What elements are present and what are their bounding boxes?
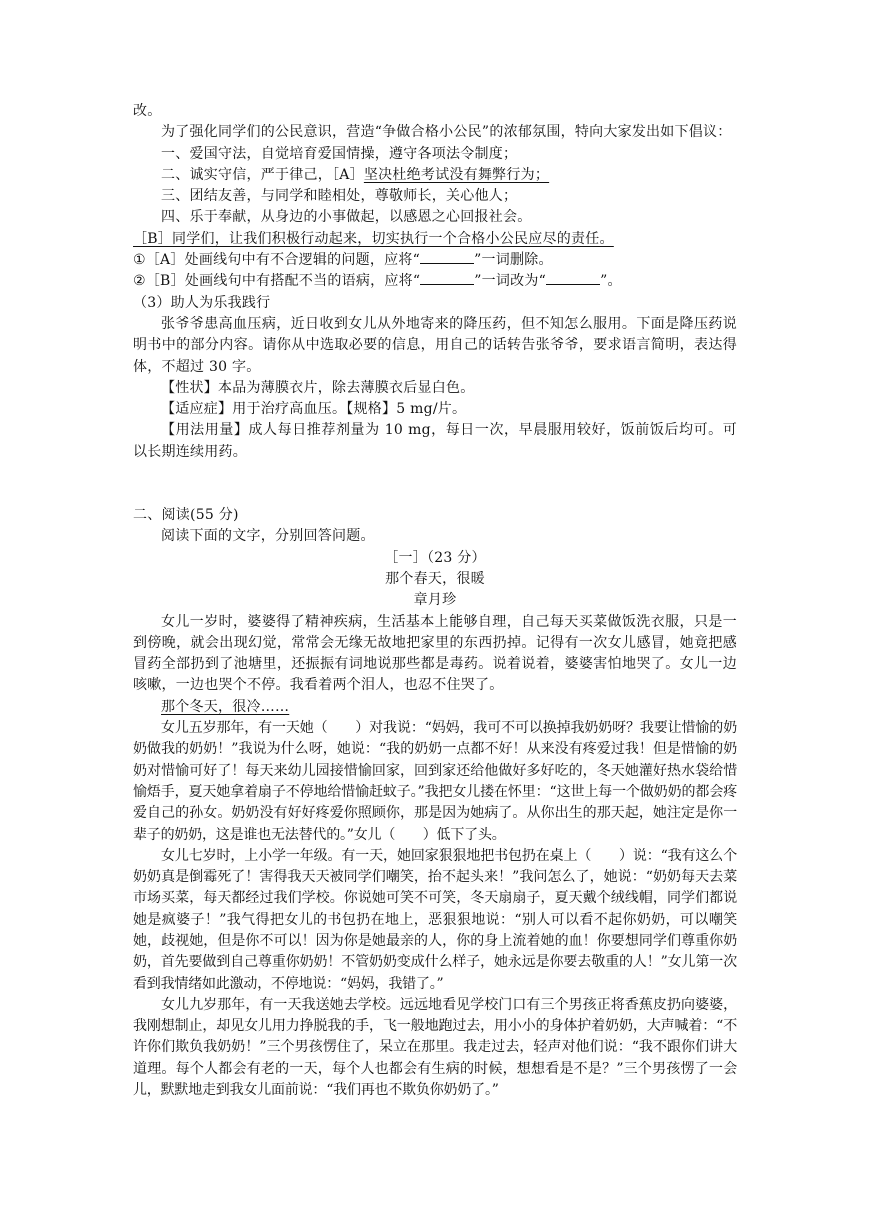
section-heading-3: （3）助人为乐我践行 (133, 294, 271, 311)
document-body (133, 101, 737, 1101)
proposal-item-2-text: 二、诚实守信，严于律己，［A］ (161, 166, 364, 183)
underlined-sentence-c: 那个冬天，很冷…… (161, 698, 290, 715)
question-2-text: ②［B］处画线句中有搭配不当的语病，应将“ (133, 273, 421, 290)
proposal-item-1: 一、爱国守法，自觉培育爱国情操，遵守各项法令制度； (161, 145, 518, 162)
proposal-intro: 为了强化同学们的公民意识，营造“争做合格小公民”的浓郁氛围，特向大家发出如下倡议： (161, 124, 732, 141)
underlined-sentence-a: 坚决杜绝考试没有舞弊行为； (363, 166, 550, 183)
answer-blank[interactable] (420, 251, 474, 264)
article-paragraph: 女儿一岁时，婆婆得了精神疾病，生活基本上能够自理，自己每天买菜做饭洗衣服，只是一到傍晚，就会出现幻觉，常常会无缘无故地把家里的东西扔掉。记得有一次女儿感冒，她竟把感冒药全部扔到了池塘里，还振振有词地说那些都是毒药。说着说着，婆婆害怕地哭了。女儿一边咳嗽，一边也哭个不停。我看着两个泪人，也忍不住哭了。 (133, 613, 737, 694)
reading-part-label: ［一］（23 分） (384, 549, 486, 566)
question-2-text-mid: ”一词改为“ (474, 273, 547, 290)
question-1 (133, 250, 737, 271)
proposal-item-2 (133, 165, 737, 186)
proposal-item-3: 三、团结友善，与同学和睦相处，尊敬师长，关心他人； (161, 188, 518, 205)
question-2-text-end: ”。 (600, 273, 622, 290)
drug-property: 【性状】本品为薄膜衣片，除去薄膜衣后显白色。 (161, 379, 475, 396)
article-author: 章月珍 (413, 592, 457, 609)
answer-blank[interactable] (546, 272, 600, 285)
text-line: 改。 (133, 103, 162, 119)
article-title: 那个春天，很暖 (385, 570, 485, 587)
article-paragraph: 女儿九岁那年，有一天我送她去学校。远远地看见学校门口有三个男孩正将香蕉皮扔向婆婆，我刚想制止，却见女儿用力挣脱我的手，飞一般地跑过去，用小小的身体护着奶奶，大声喊着：“不许你们欺负我奶奶！”三个男孩愣住了，呆立在那里。我走过去，轻声对他们说：“我不跟你们讲大道理。每个人都会有老的一天，每个人也都会有生病的时候，想想看是不是？”三个男孩愣了一会儿，默默地走到我女儿面前说：“我们再也不欺负你奶奶了。” (133, 996, 737, 1099)
reading-instruction: 阅读下面的文字，分别回答问题。 (161, 528, 375, 545)
underlined-sentence-b: ［B］同学们，让我们积极行动起来，切实执行一个合格小公民应尽的责任。 (133, 230, 614, 247)
proposal-item-4: 四、乐于奉献，从身边的小事做起，以感恩之心回报社会。 (161, 209, 532, 226)
drug-dosage: 【用法用量】成人每日推荐剂量为 10 mg，每日一次，早晨服用较好，饭前饭后均可。可以长期连续用药。 (133, 422, 737, 460)
task-description: 张爷爷患高血压病，近日收到女儿从外地寄来的降压药，但不知怎么服用。下面是降压药说明书中的部分内容。请你从中选取必要的信息，用自己的话转告张爷爷，要求语言简明，表达得体，不超过 30 字。 (133, 315, 737, 375)
article-paragraph: 女儿五岁那年，有一天她（ ）对我说：“妈妈，我可不可以换掉我奶奶呀？我要让惜愉的奶奶做我的奶奶！”我说为什么呀，她说：“我的奶奶一点都不好！从来没有疼爱过我！但是惜愉的奶奶对惜愉可好了！每天来幼儿园接惜愉回家，回到家还给他做好多好吃的，冬天她灌好热水袋给惜愉焐手，夏天她拿着扇子不停地给惜愉赶蚊子。”我把女儿搂在怀里：“这世上每一个做奶奶的都会疼爱自己的孙女。奶奶没有好好疼爱你照顾你，那是因为她病了。从你出生的那天起，她注定是你一辈子的奶奶，这是谁也无法替代的。”女儿（ ）低下了头。 (133, 720, 737, 843)
article-underlined-line (133, 697, 737, 718)
question-2 (133, 271, 737, 292)
drug-indication: 【适应症】用于治疗高血压。【规格】5 mg/片。 (161, 401, 467, 418)
question-1-text: ①［A］处画线句中有不合逻辑的问题，应将“ (133, 252, 421, 269)
article-paragraph: 女儿七岁时，上小学一年级。有一天，她回家狠狠地把书包扔在桌上（ ）说：“我有这么个奶奶真是倒霉死了！害得我天天被同学们嘲笑，抬不起头来！”我问怎么了，她说：“奶奶每天去菜市场买菜，每天都经过我们学校。你说她可笑不可笑，冬天扇扇子，夏天戴个绒线帽，同学们都说她是疯婆子！”我气得把女儿的书包扔在地上，恶狠狠地说：“别人可以看不起你奶奶，可以嘲笑她，歧视她，但是你不可以！因为你是她最亲的人，你的身上流着她的血！你要想同学们尊重你奶奶，首先要做到自己尊重你奶奶！不管奶奶变成什么样子，她永远是你要去敬重的人！”女儿第一次看到我情绪如此激动，不停地说：“妈妈，我错了。” (133, 847, 737, 992)
section-heading-reading: 二、阅读(55 分) (133, 507, 239, 524)
question-1-text-end: ”一词删除。 (474, 252, 553, 269)
answer-blank[interactable] (420, 272, 474, 285)
